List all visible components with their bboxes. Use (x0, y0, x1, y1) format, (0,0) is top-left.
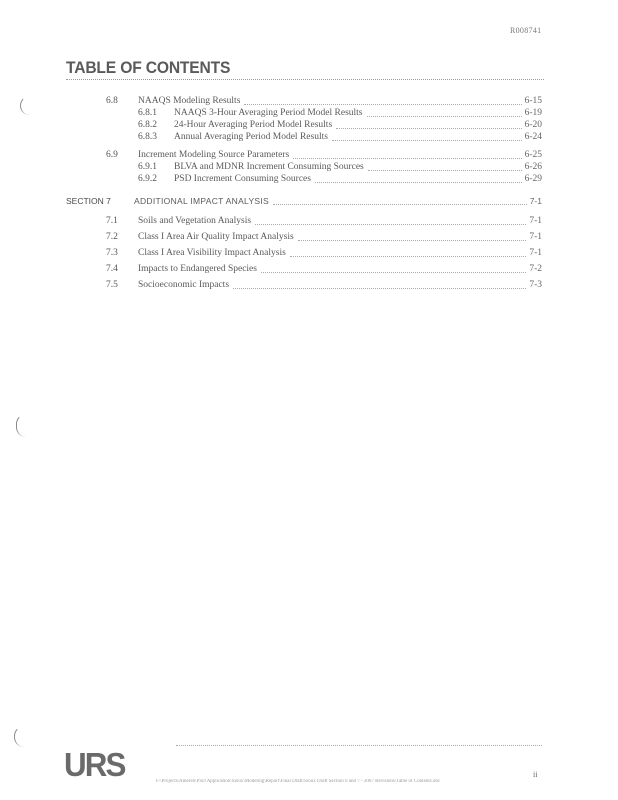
toc-entry-title: BLVA and MDNR Increment Consuming Sources (174, 162, 364, 172)
toc-entry-number: 7.4 (106, 264, 118, 274)
toc-entry-number: 7.3 (106, 248, 118, 258)
toc-entry-title: ADDITIONAL IMPACT ANALYSIS (134, 196, 270, 206)
toc-entry[interactable] (0, 280, 618, 292)
toc-dot-leader (244, 104, 522, 105)
page-title: TABLE OF CONTENTS (66, 58, 231, 77)
toc-entry[interactable] (0, 150, 618, 162)
toc-entry[interactable] (0, 232, 618, 244)
toc-dot-leader (368, 170, 522, 171)
toc-dot-leader (332, 140, 522, 141)
toc-entry-title: NAAQS 3-Hour Averaging Period Model Results (174, 108, 363, 118)
toc-entry-page: 7-1 (529, 216, 542, 226)
toc-entry-number: SECTION 7 (66, 196, 111, 206)
toc-dot-leader (298, 240, 526, 241)
urs-logo: URS (64, 746, 125, 783)
toc-entry-number: 6.8.3 (138, 132, 157, 142)
toc-entry-page: 7-3 (529, 280, 542, 290)
toc-dot-leader (273, 204, 527, 205)
toc-dot-leader (261, 272, 526, 273)
toc-entry-page: 7-1 (529, 196, 542, 206)
toc-section-entry[interactable] (0, 196, 618, 208)
footer-divider (176, 745, 542, 746)
toc-entry-title: Annual Averaging Period Model Results (174, 132, 328, 142)
document-id: R008741 (510, 26, 542, 35)
toc-entry[interactable] (0, 162, 618, 174)
toc-dot-leader (255, 224, 526, 225)
toc-entry-page: 6-25 (524, 150, 542, 160)
toc-entry-title: NAAQS Modeling Results (138, 96, 241, 106)
toc-entry-title: 24-Hour Averaging Period Model Results (174, 120, 333, 130)
toc-entry[interactable] (0, 174, 618, 186)
toc-entry-page: 7-1 (529, 232, 542, 242)
margin-bracket-bottom (14, 726, 25, 747)
toc-entry-title: Impacts to Endangered Species (138, 264, 257, 274)
toc-entry-page: 6-29 (524, 174, 542, 184)
toc-dot-leader (293, 158, 522, 159)
toc-entry[interactable] (0, 216, 618, 228)
page-number: ii (533, 770, 538, 779)
toc-entry-number: 6.8.2 (138, 120, 157, 130)
toc-entry-title: Class I Area Visibility Impact Analysis (138, 248, 286, 258)
toc-entry[interactable] (0, 120, 618, 132)
toc-entry[interactable] (0, 108, 618, 120)
toc-entry-page: 6-20 (524, 120, 542, 130)
toc-entry[interactable] (0, 132, 618, 144)
margin-bracket-middle (16, 414, 27, 437)
toc-entry-page: 6-26 (524, 162, 542, 172)
toc-entry-page: 7-2 (529, 264, 542, 274)
toc-entry-number: 7.5 (106, 280, 118, 290)
toc-entry-number: 6.8.1 (138, 108, 157, 118)
toc-dot-leader (367, 116, 522, 117)
toc-entry-number: 6.9 (106, 150, 118, 160)
toc-entry-number: 6.9.2 (138, 174, 157, 184)
toc-dot-leader (233, 288, 526, 289)
toc-entry-number: 6.9.1 (138, 162, 157, 172)
toc-dot-leader (336, 128, 522, 129)
toc-entry-title: Socioeconomic Impacts (138, 280, 230, 290)
toc-entry-title: PSD Increment Consuming Sources (174, 174, 311, 184)
toc-entry-page: 6-15 (524, 96, 542, 106)
footer-file-path: F:\Projects\Ameren\PSD Application\Sioux\Modeling\Report\Final Draft\Sioux Draft Section 6 and 7 - 2007 Revisions\Table of Contents.doc (156, 779, 441, 784)
toc-entry-number: 7.2 (106, 232, 118, 242)
toc-entry-title: Increment Modeling Source Parameters (138, 150, 290, 160)
toc-entry[interactable] (0, 264, 618, 276)
toc-dot-leader (315, 182, 522, 183)
toc-entry-number: 7.1 (106, 216, 118, 226)
toc-entry[interactable] (0, 248, 618, 260)
toc-entry-number: 6.8 (106, 96, 118, 106)
toc-dot-leader (290, 256, 526, 257)
toc-entry-page: 7-1 (529, 248, 542, 258)
toc-entry-page: 6-19 (524, 108, 542, 118)
toc-entry-page: 6-24 (524, 132, 542, 142)
toc-entry[interactable] (0, 96, 618, 108)
title-divider (66, 79, 544, 80)
toc-entry-title: Soils and Vegetation Analysis (138, 216, 252, 226)
toc-entry-title: Class I Area Air Quality Impact Analysis (138, 232, 294, 242)
